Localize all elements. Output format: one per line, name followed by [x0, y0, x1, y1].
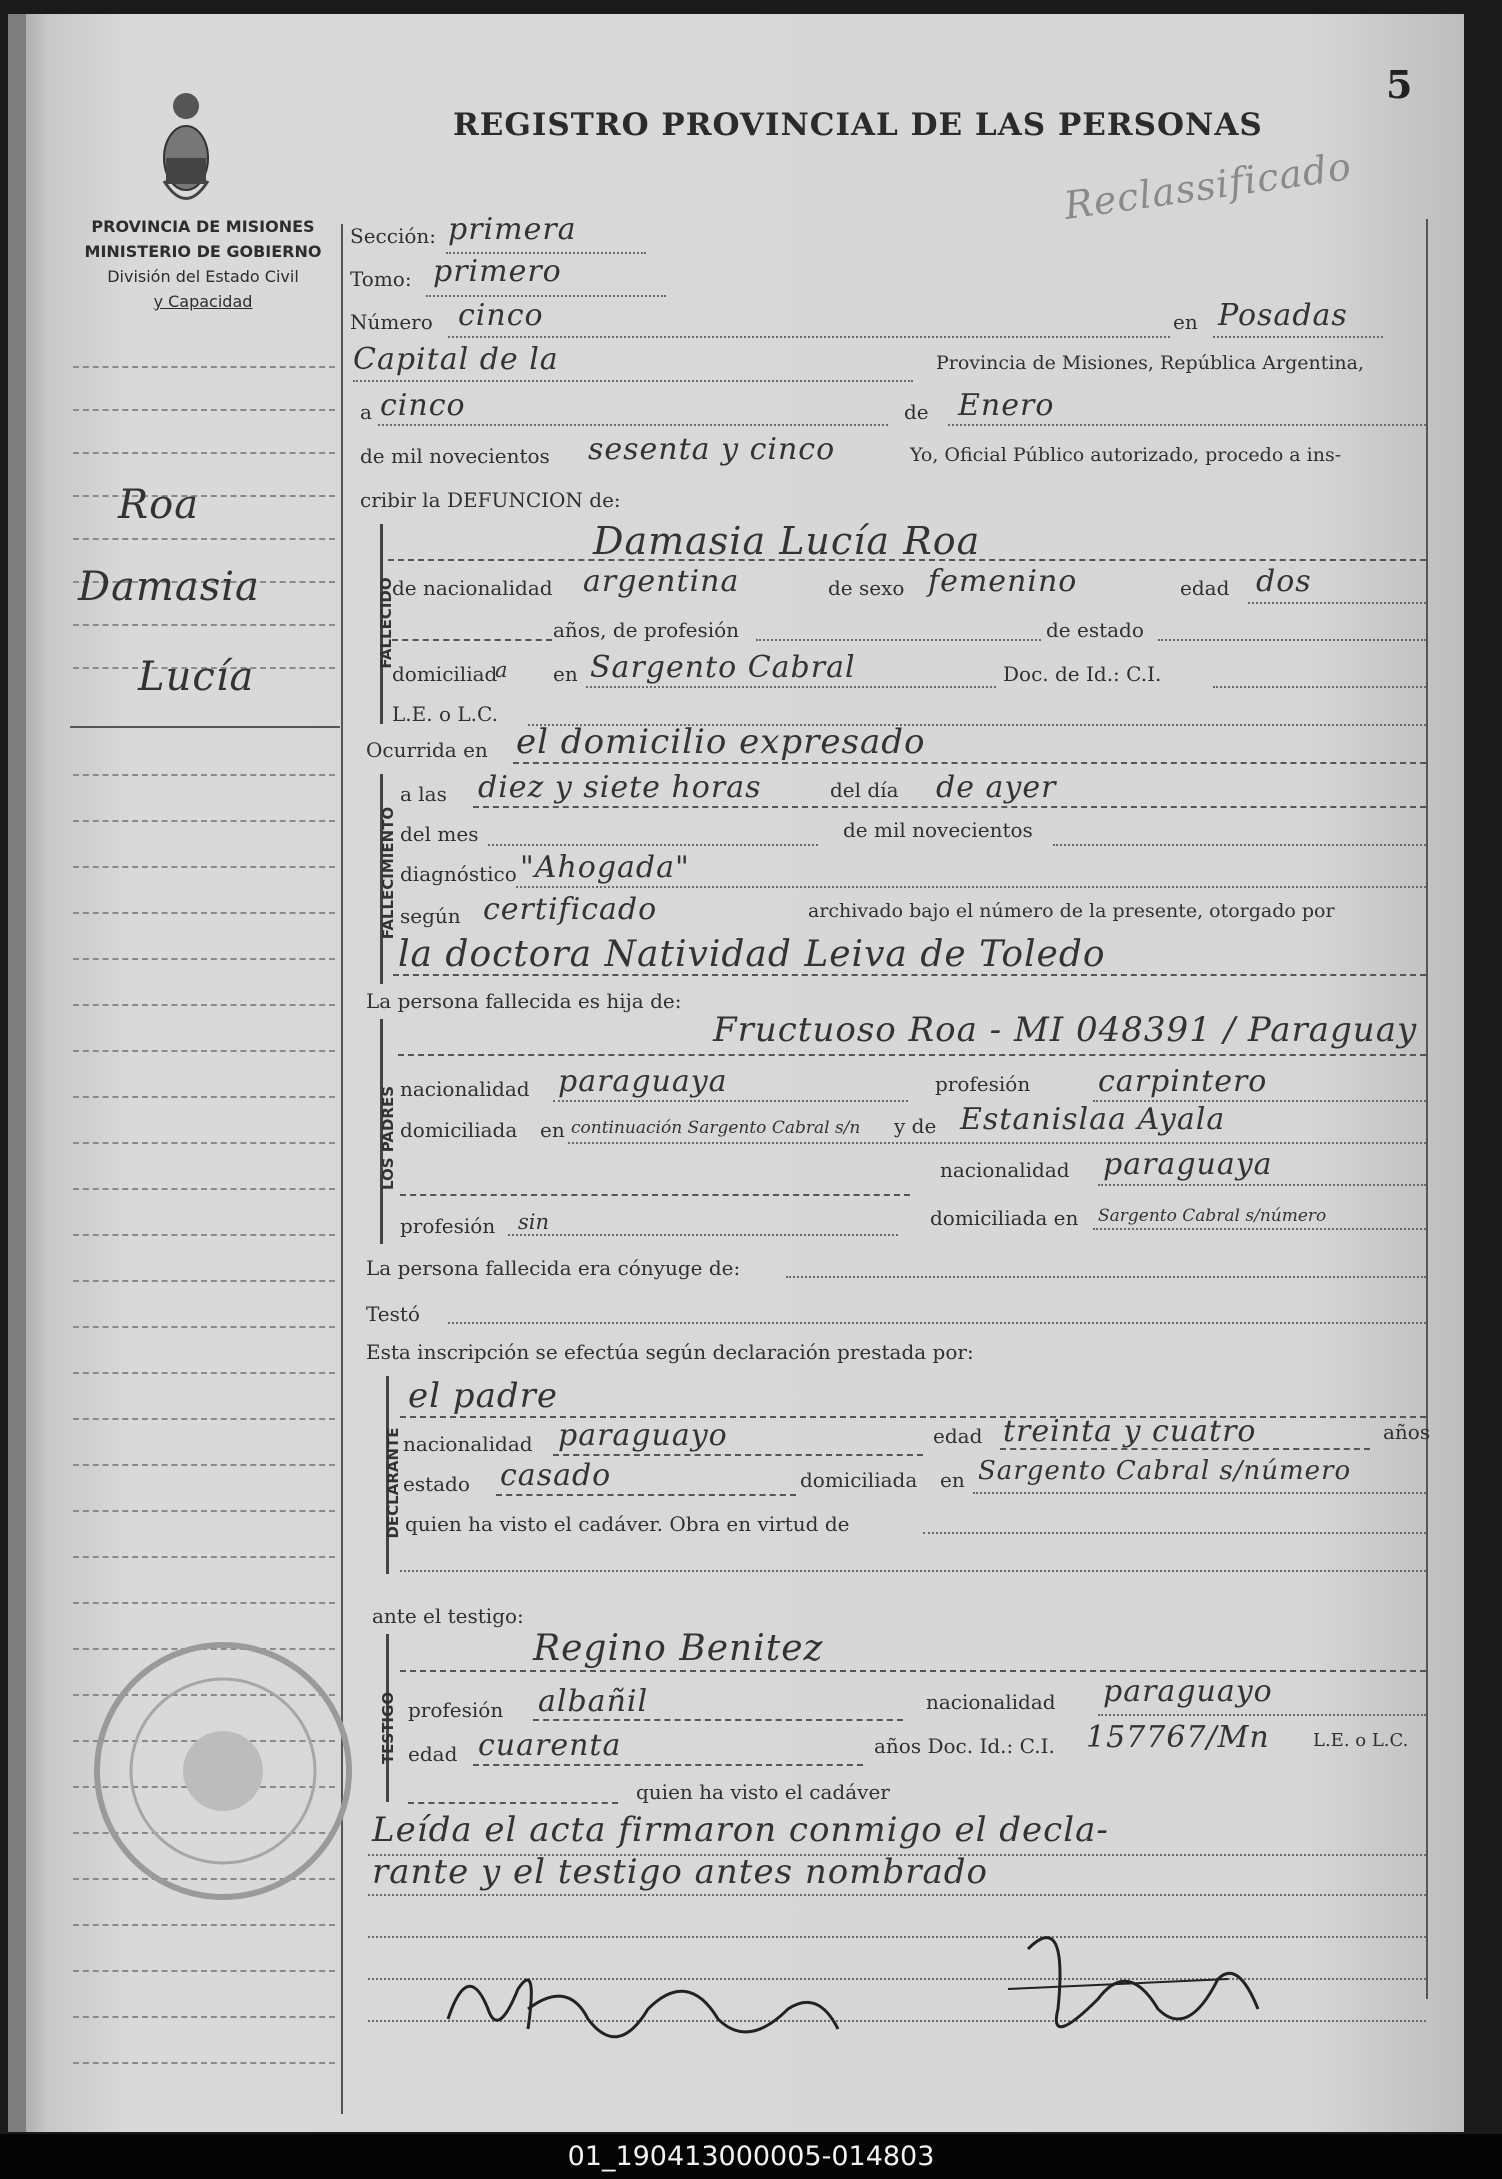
label-padre-profesion: profesión [935, 1072, 1031, 1096]
label-tomo: Tomo: [350, 267, 412, 291]
label-numero: Número [350, 310, 433, 334]
value-padre-profesion: carpintero [1098, 1064, 1268, 1099]
margin-given-name-2: Lucía [138, 654, 255, 700]
value-nacionalidad: argentina [583, 564, 740, 599]
value-decl-edad: treinta y cuatro [1003, 1414, 1257, 1449]
label-padre-domiciliada: domiciliada [400, 1118, 518, 1142]
value-madre-profesion: sin [518, 1210, 550, 1234]
label-de-mil: de mil novecientos [360, 444, 550, 468]
value-decl-estado: casado [500, 1458, 612, 1493]
label-madre-nacionalidad: nacionalidad [940, 1158, 1070, 1182]
label-decl-quien: quien ha visto el cadáver. Obra en virtud de [405, 1512, 850, 1536]
value-tomo: primero [433, 254, 562, 289]
value-diagnostico: "Ahogada" [520, 850, 690, 885]
label-ocurrida: Ocurrida en [366, 738, 488, 762]
value-dia-ref: de ayer [936, 770, 1057, 805]
label-ante: ante el testigo: [372, 1604, 524, 1628]
left-header [68, 214, 338, 314]
label-diagnostico: diagnóstico [400, 862, 517, 886]
value-lugar: Posadas [1218, 298, 1348, 333]
reclassified-stamp: Reclassificado [1061, 144, 1355, 228]
label-decl-edad: edad [933, 1424, 983, 1448]
value-decl-domicilio: Sargento Cabral s/número [978, 1456, 1352, 1486]
label-de-mes: de [904, 400, 929, 424]
value-mes: Enero [958, 388, 1055, 423]
label-anos-profesion: años, de profesión [553, 618, 740, 642]
value-testigo: Regino Benitez [533, 1628, 824, 1669]
official-seal-icon [86, 1634, 361, 1909]
section-declarante: DECLARANTE [384, 1427, 402, 1539]
label-decl-nacionalidad: nacionalidad [403, 1432, 533, 1456]
value-padre: Fructuoso Roa - MI 048391 / Paraguay [713, 1010, 1418, 1050]
value-padre-nacionalidad: paraguaya [558, 1064, 728, 1099]
label-test-nacionalidad: nacionalidad [926, 1690, 1056, 1714]
value-segun: certificado [483, 892, 658, 927]
label-hija-de: La persona fallecida es hija de: [366, 989, 682, 1013]
label-le-lc: L.E. o L.C. [392, 702, 498, 726]
value-leida-2: rante y el testigo antes nombrado [372, 1852, 988, 1892]
label-madre-domiciliada: domiciliada en [930, 1206, 1079, 1230]
label-decl-anos: años [1383, 1420, 1431, 1444]
value-test-nacionalidad: paraguayo [1103, 1674, 1273, 1709]
value-ocurrida: el domicilio expresado [516, 722, 926, 762]
value-madre-nacionalidad: paraguaya [1103, 1147, 1273, 1182]
value-domiciliad-suffix: a [495, 658, 508, 682]
label-dom-en: en [553, 662, 578, 686]
page-title: REGISTRO PROVINCIAL DE LAS PERSONAS [453, 107, 1263, 143]
label-en: en [1173, 310, 1198, 334]
value-seccion: primera [448, 212, 577, 247]
label-padre-nacionalidad: nacionalidad [400, 1077, 530, 1101]
coat-of-arms-icon [156, 86, 216, 221]
value-anio: sesenta y cinco [588, 432, 836, 467]
label-test-le: L.E. o L.C. [1313, 1730, 1409, 1751]
value-test-edad: cuarenta [478, 1728, 622, 1763]
label-test-anos-doc: años Doc. Id.: C.I. [874, 1734, 1055, 1758]
section-padres: LOS PADRES [379, 1085, 397, 1191]
label-decl-estado: estado [403, 1472, 470, 1496]
label-test-edad: edad [408, 1742, 458, 1766]
label-sexo: de sexo [828, 576, 905, 600]
section-fallecido: FALLECIDO [377, 577, 395, 669]
margin-given-name-1: Damasia [78, 564, 260, 610]
label-nacionalidad: de nacionalidad [392, 576, 553, 600]
value-test-profesion: albañil [538, 1684, 649, 1719]
label-seccion: Sección: [350, 224, 436, 248]
label-del-dia: del día [830, 778, 899, 802]
label-domiciliad: domiciliad [392, 662, 498, 686]
value-otorgado: la doctora Natividad Leiva de Toledo [398, 934, 1106, 975]
label-decl-en: en [940, 1468, 965, 1492]
value-madre: Estanislaa Ayala [960, 1102, 1226, 1137]
value-dia: cinco [380, 388, 466, 423]
label-y-de: y de [894, 1114, 937, 1138]
label-a: a [360, 400, 372, 424]
left-header-province: PROVINCIA DE MISIONES [91, 217, 315, 236]
value-numero: cinco [458, 298, 544, 333]
label-padre-en: en [540, 1118, 565, 1142]
value-edad: dos [1256, 564, 1312, 599]
label-del-mes: del mes [400, 822, 479, 846]
register-page [8, 14, 1464, 2132]
label-madre-profesion: profesión [400, 1214, 496, 1238]
value-sexo: femenino [928, 564, 1078, 599]
label-test-profesion: profesión [408, 1698, 504, 1722]
label-archivado: archivado bajo el número de la presente, otorgado por [808, 900, 1335, 922]
footer-caption: 01_190413000005-014803 [0, 2134, 1502, 2179]
value-decl-nacionalidad: paraguayo [558, 1418, 728, 1453]
value-madre-domicilio: Sargento Cabral s/número [1098, 1206, 1327, 1226]
label-de-mil-nov: de mil novecientos [843, 818, 1033, 842]
value-domicilio: Sargento Cabral [590, 650, 856, 685]
label-de-estado: de estado [1046, 618, 1144, 642]
value-padre-domicilio: continuación Sargento Cabral s/n [571, 1118, 861, 1138]
section-testigo: TESTIGO [379, 1691, 397, 1765]
value-declarante: el padre [408, 1376, 558, 1416]
signatures-icon [428, 1909, 1328, 2089]
value-nombre: Damasia Lucía Roa [593, 519, 981, 563]
value-capital: Capital de la [353, 342, 559, 377]
margin-surname: Roa [118, 482, 200, 528]
label-decl-domiciliada: domiciliada [800, 1468, 918, 1492]
label-conyuge: La persona fallecida era cónyuge de: [366, 1256, 741, 1280]
label-segun: según [400, 904, 461, 928]
page-number: 5 [1386, 62, 1413, 107]
label-testo: Testó [366, 1302, 420, 1326]
label-inscripcion: Esta inscripción se efectúa según declaración prestada por: [366, 1340, 974, 1364]
section-fallecimiento: FALLECIMIENTO [379, 806, 397, 940]
value-test-ci: 157767/Mn [1086, 1720, 1270, 1755]
value-hora: diez y siete horas [478, 770, 762, 805]
label-a-las: a las [400, 782, 447, 806]
value-leida-1: Leída el acta firmaron conmigo el decla- [372, 1810, 1109, 1850]
left-header-capacity: y Capacidad [153, 292, 253, 311]
label-test-quien: quien ha visto el cadáver [636, 1780, 890, 1804]
left-header-ministry: MINISTERIO DE GOBIERNO [84, 242, 322, 261]
label-yo: Yo, Oficial Público autorizado, procedo a ins- [910, 444, 1342, 466]
label-edad: edad [1180, 576, 1230, 600]
label-cribir: cribir la DEFUNCION de: [360, 488, 621, 512]
label-doc: Doc. de Id.: C.I. [1003, 662, 1162, 686]
left-header-division: División del Estado Civil [107, 267, 299, 286]
binding-edge [8, 14, 26, 2132]
label-provincia: Provincia de Misiones, República Argentina, [936, 352, 1365, 374]
